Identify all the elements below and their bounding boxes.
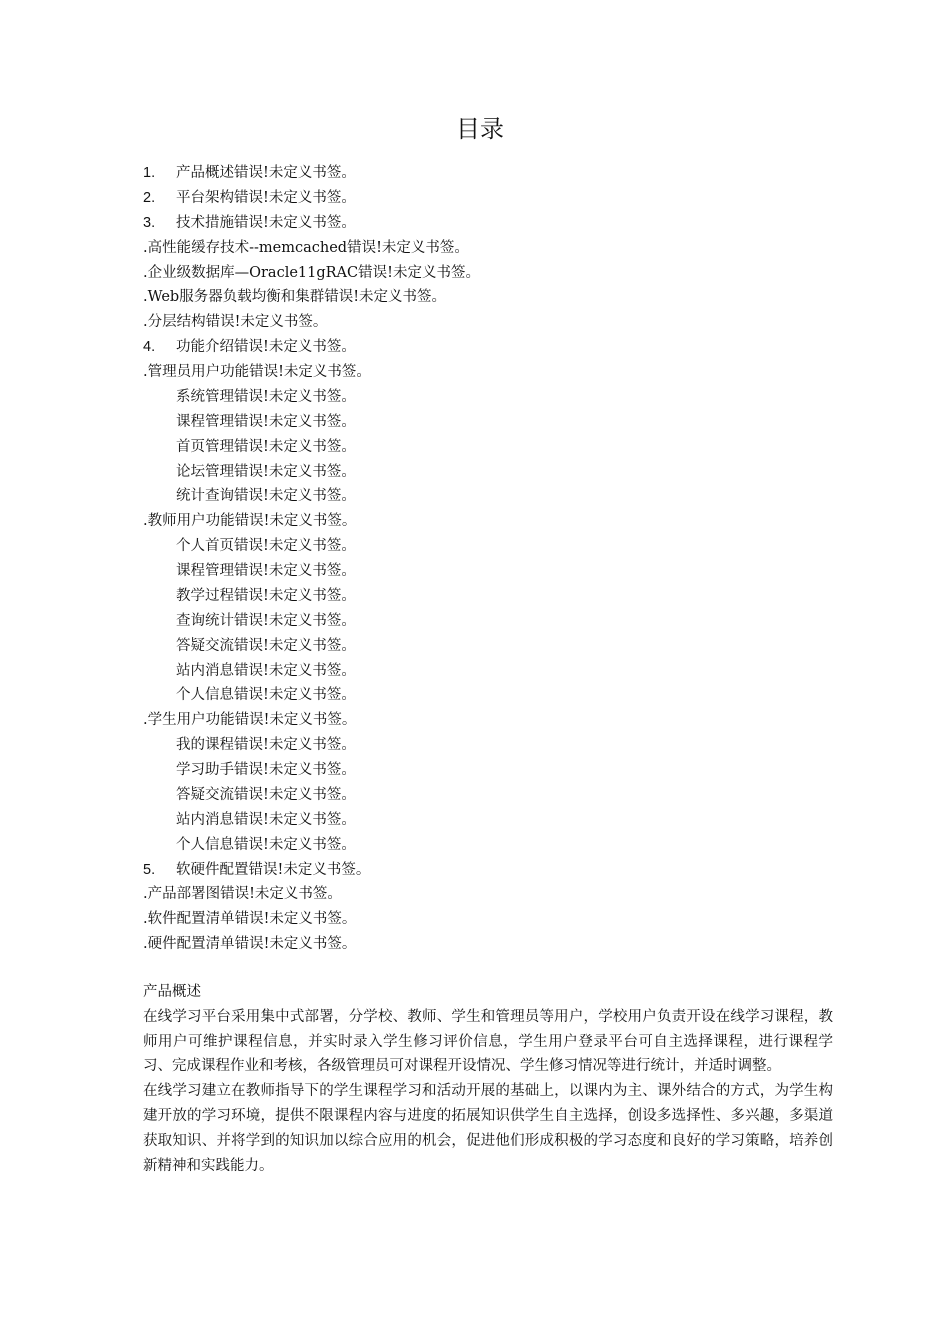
toc-entry-label: 软硬件配置错误!未定义书签。: [176, 861, 371, 878]
toc-entry-label: .高性能缓存技术--memcached错误!未定义书签。: [143, 239, 469, 256]
toc-entry[interactable]: [143, 435, 843, 460]
toc-entry[interactable]: [143, 733, 843, 758]
toc-entry[interactable]: [143, 385, 843, 410]
toc-entry-label: .软件配置清单错误!未定义书签。: [143, 911, 357, 928]
paragraph: 在线学习建立在教师指导下的学生课程学习和活动开展的基础上，以课内为主、课外结合的方式，为学生构建开放的学习环境，提供不限课程内容与进度的拓展知识供学生自主选择，创设多选择性、多兴趣，多渠道获取知识、并将学到的知识加以综合应用的机会，促进他们形成积极的学习态度和良好的学习策略，培养创新精神和实践能力。: [143, 1083, 833, 1174]
toc-entry[interactable]: [143, 211, 843, 236]
toc-entry-number: 5.: [143, 861, 156, 878]
toc-entry-label: 教学过程错误!未定义书签。: [176, 587, 356, 604]
toc-entry-label: 统计查询错误!未定义书签。: [176, 488, 356, 505]
toc-entry[interactable]: [143, 285, 843, 310]
toc-entry-number: 2.: [143, 189, 156, 206]
toc-entry[interactable]: [143, 310, 843, 335]
toc-entry-label: 课程管理错误!未定义书签。: [176, 563, 356, 579]
toc-entry[interactable]: [143, 708, 843, 733]
toc-entry-label: 站内消息错误!未定义书签。: [176, 662, 356, 679]
toc-entry-label: .分层结构错误!未定义书签。: [143, 314, 328, 331]
toc-entry[interactable]: [143, 907, 843, 932]
paragraph: 在线学习平台采用集中式部署，分学校、教师、学生和管理员等用户，学校用户负责开设在线学习课程，教师用户可维护课程信息，并实时录入学生修习评价信息，学生用户登录平台可自主选择课程，进行课程学习、完成课程作业和考核，各级管理员可对课程开设情况、学生修习情况等进行统计，并适时调整。: [143, 1008, 833, 1075]
toc-entry-label: .硬件配置清单错误!未定义书签。: [143, 936, 357, 953]
table-of-contents: [143, 161, 843, 957]
toc-entry-label: 产品概述错误!未定义书签。: [176, 165, 356, 181]
toc-entry[interactable]: [143, 410, 843, 435]
toc-entry[interactable]: [143, 236, 843, 261]
toc-entry-label: 个人信息错误!未定义书签。: [176, 836, 356, 853]
section-heading: 产品概述: [143, 984, 201, 1000]
toc-entry-label: 课程管理错误!未定义书签。: [176, 413, 356, 430]
toc-entry-label: 功能介绍错误!未定义书签。: [176, 339, 356, 356]
toc-entry-label: .产品部署图错误!未定义书签。: [143, 886, 342, 903]
toc-entry-label: .Web服务器负载均衡和集群错误!未定义书签。: [143, 289, 447, 306]
toc-entry-label: 查询统计错误!未定义书签。: [176, 612, 356, 629]
toc-entry[interactable]: [143, 534, 843, 559]
toc-entry[interactable]: [143, 360, 843, 385]
toc-entry-label: .学生用户功能错误!未定义书签。: [143, 712, 357, 729]
toc-entry[interactable]: [143, 609, 843, 634]
toc-entry[interactable]: [143, 509, 843, 534]
toc-entry[interactable]: [143, 683, 843, 708]
toc-entry[interactable]: [143, 932, 843, 957]
toc-entry-label: 论坛管理错误!未定义书签。: [176, 463, 356, 480]
toc-entry[interactable]: [143, 460, 843, 485]
toc-entry[interactable]: [143, 808, 843, 833]
toc-entry[interactable]: [143, 833, 843, 858]
toc-entry[interactable]: [143, 261, 843, 286]
toc-entry-label: 站内消息错误!未定义书签。: [176, 811, 356, 828]
toc-entry-label: 系统管理错误!未定义书签。: [176, 388, 356, 405]
toc-entry[interactable]: [143, 758, 843, 783]
toc-entry[interactable]: [143, 186, 843, 211]
toc-entry[interactable]: [143, 559, 843, 584]
toc-entry-number: 1.: [143, 165, 156, 181]
toc-entry-label: .企业级数据库—Oracle11gRAC错误!未定义书签。: [143, 264, 480, 281]
toc-entry-label: .管理员用户功能错误!未定义书签。: [143, 364, 371, 380]
toc-entry-label: 技术措施错误!未定义书签。: [176, 214, 356, 231]
toc-title: 目录: [456, 115, 504, 143]
toc-entry[interactable]: [143, 484, 843, 509]
toc-entry-label: 首页管理错误!未定义书签。: [176, 438, 356, 455]
toc-entry[interactable]: [143, 634, 843, 659]
product-overview-section: [143, 980, 833, 1178]
toc-entry-label: 个人首页错误!未定义书签。: [176, 538, 356, 555]
toc-entry-label: 个人信息错误!未定义书签。: [176, 687, 356, 704]
toc-entry-number: 4.: [143, 339, 156, 356]
toc-entry[interactable]: [143, 783, 843, 808]
toc-entry-label: 平台架构错误!未定义书签。: [176, 189, 356, 206]
toc-entry-label: 学习助手错误!未定义书签。: [176, 762, 356, 778]
toc-entry-number: 3.: [143, 214, 156, 231]
toc-entry-label: .教师用户功能错误!未定义书签。: [143, 513, 357, 530]
toc-entry[interactable]: [143, 882, 843, 907]
toc-entry[interactable]: [143, 161, 843, 186]
toc-entry[interactable]: [143, 659, 843, 684]
toc-entry[interactable]: [143, 858, 843, 883]
toc-entry-label: 答疑交流错误!未定义书签。: [176, 637, 356, 654]
toc-entry-label: 答疑交流错误!未定义书签。: [176, 786, 356, 803]
toc-entry-label: 我的课程错误!未定义书签。: [176, 737, 356, 754]
toc-entry[interactable]: [143, 584, 843, 609]
toc-entry[interactable]: [143, 335, 843, 360]
